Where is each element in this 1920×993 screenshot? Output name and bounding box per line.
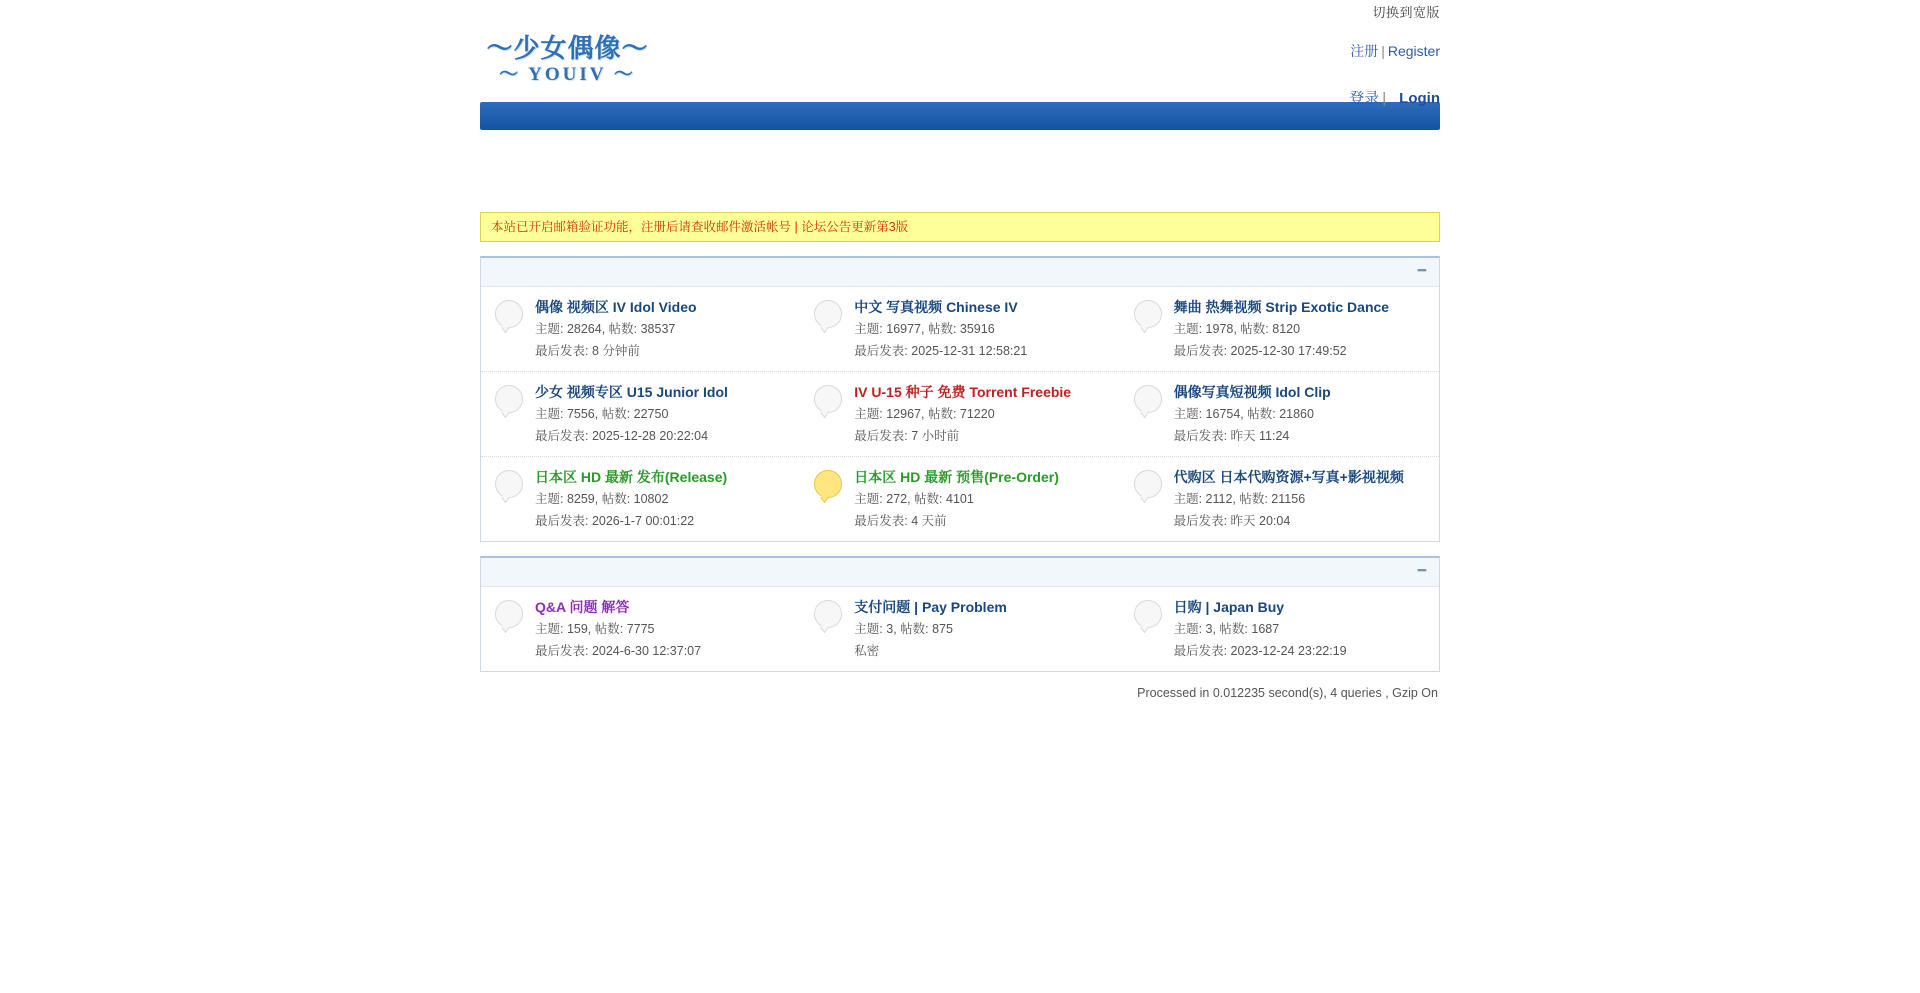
forum-body — [1174, 298, 1433, 360]
forum-body — [1174, 383, 1433, 445]
forum-lastpost: 最后发表: 8 分钟前 — [535, 344, 640, 358]
logo-line-1: ～少女偶像～ — [486, 34, 649, 64]
forum-icon — [814, 600, 842, 628]
site-logo[interactable] — [480, 30, 655, 92]
forum-stats: 主题: 3, 帖数: 875 — [854, 622, 953, 636]
user-bar — [1349, 40, 1440, 110]
forum-lastpost: 最后发表: 昨天 11:24 — [1173, 429, 1290, 443]
login-separator: | — [1382, 90, 1387, 107]
forum-item[interactable] — [1120, 287, 1439, 371]
forum-category-block — [480, 256, 1440, 542]
site-header — [480, 22, 1440, 107]
register-link-en[interactable]: Register — [1387, 43, 1440, 59]
login-link-cn[interactable]: 登录 — [1349, 90, 1380, 107]
footer-stats: Processed in 0.012235 second(s), 4 queries , Gzip On — [1137, 686, 1438, 700]
forum-title-link[interactable]: 舞曲 热舞视频 Strip Exotic Dance — [1173, 299, 1390, 315]
forum-title-link[interactable]: 代购区 日本代购资源+写真+影视视频 — [1173, 469, 1404, 485]
forum-category-block — [480, 556, 1440, 672]
forum-body — [854, 468, 1113, 530]
switch-to-wide-link[interactable]: 切换到宽版 — [1372, 4, 1440, 20]
forum-title-link[interactable]: 日本区 HD 最新 预售(Pre-Order) — [854, 469, 1059, 485]
top-bar — [0, 0, 1920, 22]
forum-icon — [1134, 300, 1162, 328]
forum-item[interactable] — [800, 372, 1119, 456]
forum-stats: 主题: 272, 帖数: 4101 — [854, 492, 974, 506]
forum-lastpost: 最后发表: 2024-6-30 12:37:07 — [535, 644, 702, 658]
forum-item[interactable] — [1120, 587, 1439, 671]
collapse-minus-icon[interactable]: ━ — [1417, 262, 1427, 278]
forum-title-link[interactable]: 偶像写真短视频 Idol Clip — [1173, 384, 1331, 400]
forum-icon — [814, 300, 842, 328]
forum-icon — [495, 385, 523, 413]
forum-row — [481, 587, 1439, 671]
forum-icon-new — [814, 470, 842, 498]
site-notice: 本站已开启邮箱验证功能，注册后请查收邮件激活帐号 | 论坛公告更新第3版 — [480, 212, 1440, 242]
forum-stats: 主题: 16977, 帖数: 35916 — [854, 322, 995, 336]
forum-stats: 主题: 12967, 帖数: 71220 — [854, 407, 995, 421]
register-link-cn[interactable]: 注册 — [1350, 43, 1379, 59]
forum-stats: 主题: 159, 帖数: 7775 — [535, 622, 655, 636]
forum-row — [481, 372, 1439, 457]
forum-icon — [1134, 470, 1162, 498]
forum-icon — [1134, 600, 1162, 628]
forum-category-header — [481, 258, 1439, 287]
forum-item[interactable] — [800, 587, 1119, 671]
forum-body — [854, 598, 1113, 660]
forum-item[interactable] — [800, 457, 1119, 541]
forum-lastpost: 最后发表: 昨天 20:04 — [1173, 514, 1291, 528]
forum-body — [535, 383, 794, 445]
forum-title-link[interactable]: IV U-15 种子 免费 Torrent Freebie — [854, 384, 1072, 400]
register-row — [1349, 40, 1440, 62]
forum-icon — [1134, 385, 1162, 413]
forum-row — [481, 287, 1439, 372]
forum-title-link[interactable]: 支付问题 | Pay Problem — [854, 599, 1007, 615]
forum-icon — [495, 600, 523, 628]
collapse-minus-icon[interactable]: ━ — [1417, 562, 1427, 578]
forum-title-link[interactable]: 偶像 视频区 IV Idol Video — [535, 299, 697, 315]
forum-stats: 主题: 1978, 帖数: 8120 — [1173, 322, 1301, 336]
content-wrapper — [480, 22, 1440, 700]
forum-icon — [495, 470, 523, 498]
forum-lastpost: 私密 — [854, 644, 880, 658]
forum-lastpost: 最后发表: 2026-1-7 00:01:22 — [535, 514, 695, 528]
forum-row — [481, 457, 1439, 541]
forum-lastpost: 最后发表: 2023-12-24 23:22:19 — [1173, 644, 1347, 658]
forum-lastpost: 最后发表: 4 天前 — [854, 514, 947, 528]
nav-gap — [480, 130, 1440, 212]
forum-lastpost: 最后发表: 2025-12-28 20:22:04 — [535, 429, 709, 443]
forum-item[interactable] — [481, 587, 800, 671]
forum-body — [1174, 468, 1433, 530]
forum-stats: 主题: 8259, 帖数: 10802 — [535, 492, 669, 506]
forum-category-header — [481, 558, 1439, 587]
forum-body — [854, 383, 1113, 445]
forum-lastpost: 最后发表: 7 小时前 — [854, 429, 960, 443]
forum-title-link[interactable]: Q&A 问题 解答 — [535, 599, 630, 615]
logo-line-2: ～ YOUIV ～ — [499, 63, 636, 85]
forum-stats: 主题: 7556, 帖数: 22750 — [535, 407, 669, 421]
forum-lastpost: 最后发表: 2025-12-31 12:58:21 — [854, 344, 1028, 358]
forum-stats: 主题: 28264, 帖数: 38537 — [535, 322, 676, 336]
forum-stats: 主题: 3, 帖数: 1687 — [1173, 622, 1280, 636]
forum-body — [1174, 598, 1433, 660]
login-row — [1349, 88, 1440, 110]
main-navigation-bar[interactable] — [480, 102, 1440, 130]
forum-stats: 主题: 16754, 帖数: 21860 — [1173, 407, 1314, 421]
forum-icon — [814, 385, 842, 413]
forum-title-link[interactable]: 日本区 HD 最新 发布(Release) — [535, 469, 728, 485]
forum-title-link[interactable]: 日购 | Japan Buy — [1173, 599, 1285, 615]
forum-icon — [495, 300, 523, 328]
forum-item[interactable] — [481, 287, 800, 371]
forum-body — [535, 298, 794, 360]
forum-item[interactable] — [481, 457, 800, 541]
forum-item[interactable] — [481, 372, 800, 456]
forum-body — [854, 298, 1113, 360]
forum-item[interactable] — [1120, 372, 1439, 456]
forum-item[interactable] — [1120, 457, 1439, 541]
login-button[interactable]: Login — [1399, 90, 1440, 107]
forum-stats: 主题: 2112, 帖数: 21156 — [1173, 492, 1306, 506]
forum-item[interactable] — [800, 287, 1119, 371]
forum-title-link[interactable]: 中文 写真视频 Chinese IV — [854, 299, 1018, 315]
forum-lastpost: 最后发表: 2025-12-30 17:49:52 — [1173, 344, 1347, 358]
forum-title-link[interactable]: 少女 视频专区 U15 Junior Idol — [535, 384, 728, 400]
register-separator: | — [1381, 43, 1385, 59]
forum-body — [535, 598, 794, 660]
forum-body — [535, 468, 794, 530]
